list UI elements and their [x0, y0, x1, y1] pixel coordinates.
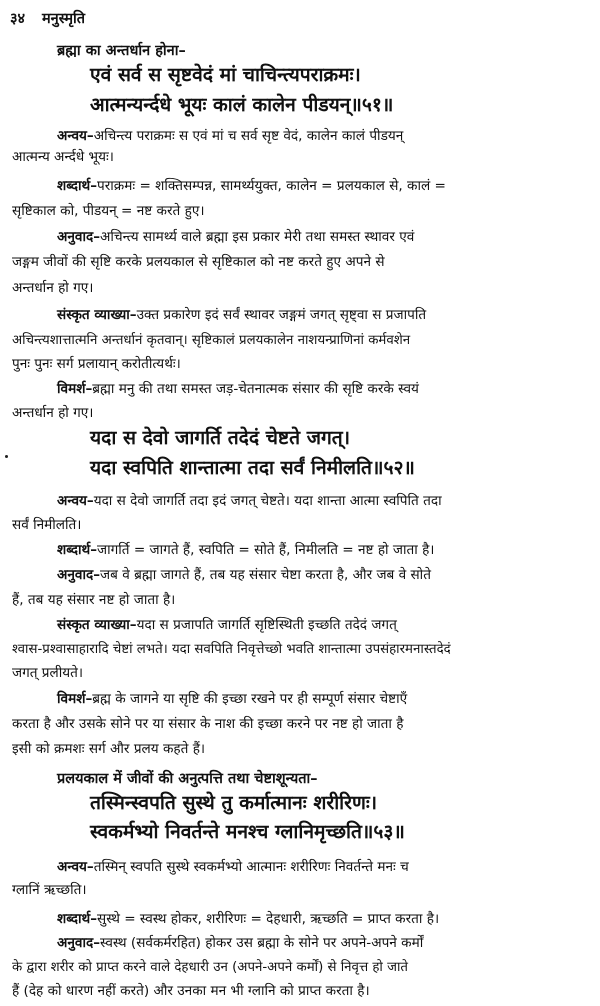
verse-line: एवं सर्व स सृष्टवेदं मां चाचिन्त्यपराक्रमः। [90, 63, 361, 86]
para-label: अन्वय– [57, 859, 94, 875]
para-text: जब वे ब्रह्मा जागते हैं, तब यह संसार चेष्टा करता है, और जब वे सोते [100, 567, 431, 583]
para-text: अचिन्त्य सामर्थ्य वाले ब्रह्मा इस प्रकार मेरी तथा समस्त स्थावर एवं [100, 229, 415, 245]
para-text: अन्तर्धान हो गए। [12, 405, 94, 421]
para-text: सृष्टिकाल को, पीडयन् = नष्ट करते हुए। [12, 203, 205, 219]
para-label: अनुवाद– [57, 229, 101, 245]
para-label: संस्कृत व्याख्या– [57, 617, 137, 633]
para-text: यदा स देवो जागर्ति तदा इदं जगत् चेष्टते। यदा शान्ता आत्मा स्वपिति तदा [93, 493, 442, 509]
para-label: विमर्श– [57, 691, 93, 707]
shabdarth-para [57, 544, 434, 558]
para-label: अन्वय– [57, 128, 94, 144]
verse-line: आत्मन्यर्न्दधे भूयः कालं कालेन पीडयन्॥५१॥ [90, 93, 394, 116]
vyakhya-para [57, 619, 397, 633]
verse-line: यदा स्वपिति शान्तात्मा तदा सर्वं निमीलति॥५२॥ [90, 456, 415, 479]
verse-line: स्वकर्मभ्यो निवर्तन्ते मनश्च ग्लानिमृच्छति॥५३॥ [90, 820, 405, 843]
para-text: ब्रह्म के जागने या सृष्टि की इच्छा रखने पर ही सम्पूर्ण संसार चेष्टाएँ [92, 691, 408, 707]
para-text: उक्त प्रकारेण इदं सर्वं स्थावर जङ्गमं जगत् सृष्ट्वा स प्रजापति [136, 307, 427, 323]
para-text: अन्तर्धान हो गए। [12, 280, 94, 296]
para-text: पुनः पुनः सर्ग प्रलायान् करोतीत्यर्थः। [12, 356, 181, 372]
shabdarth-para [57, 913, 439, 927]
para-text: अचिन्त्यशात्तात्मनि अन्तर्धानं कृतवान्। सृष्टिकालं प्रलयकालेन नाशयन्प्राणिनां कर्मवशेन [12, 333, 411, 348]
anvaya-para [57, 495, 442, 509]
para-label: विमर्श– [57, 381, 93, 397]
para-label: शब्दार्थ– [57, 178, 97, 194]
running-title: मनुस्मृति [42, 11, 86, 27]
para-text: आत्मन्य अर्न्दधे भूयः। [12, 149, 114, 165]
para-text: जङ्गम जीवों की सृष्टि करके प्रलयकाल से सृष्टिकाल को नष्ट करते हुए अपने से [12, 254, 385, 270]
para-text: हैं (देह को धारण नहीं करते) और उनका मन भी ग्लानि को प्राप्त करता है। [12, 983, 370, 999]
para-text: ग्लानिं ऋच्छति। [12, 882, 87, 898]
page-number: ३४ [10, 11, 26, 27]
verse-line: यदा स देवो जागर्ति तदेदं चेष्टते जगत्। [90, 426, 350, 449]
vyakhya-para [57, 309, 426, 323]
para-text: स्वस्थ (सर्वकर्मरहित) होकर उस ब्रह्मा के सोने पर अपने-अपने कर्मों [100, 935, 424, 951]
para-text: सर्वं निमीलति। [12, 517, 82, 533]
vimarsh-para [57, 693, 407, 707]
para-text: के द्वारा शरीर को प्राप्त करने वाले देहधारी उन (अपने-अपने कर्मों) से निवृत्त हो जाते [12, 960, 408, 975]
para-text: पराक्रमः = शक्तिसम्पन्न, सामर्थ्ययुक्त, कालेन = प्रलयकाल से, कालं = [97, 178, 446, 194]
vimarsh-para [57, 383, 419, 397]
para-text: ब्रह्मा मनु की तथा समस्त जड़-चेतनात्मक संसार की सृष्टि करके स्वयं [92, 381, 419, 397]
anuvad-para [57, 569, 431, 583]
section-heading: प्रलयकाल में जीवों की अनुत्पत्ति तथा चेष्टाशून्यता– [57, 771, 318, 787]
para-text: सुस्थे = स्वस्थ होकर, शरीरिणः = देहधारी, ऋच्छति = प्राप्त करता है। [97, 911, 440, 927]
section-heading: ब्रह्मा का अन्तर्धान होना– [57, 43, 186, 59]
para-label: संस्कृत व्याख्या– [57, 307, 137, 323]
para-text: श्वास-प्रश्वासाहारादि चेष्टां लभते। यदा सवपिति निवृत्तेच्छो भवति शान्तात्मा उपसंहारमनास्तदेदं [12, 642, 451, 657]
para-text: करता है और उसके सोने पर या संसार के नाश की इच्छा करने पर नष्ट हो जाता है [12, 716, 404, 732]
para-text: अचिन्त्य पराक्रमः स एवं मां च सर्व सृष्ट वेदं, कालेन कालं पीडयन् [93, 128, 404, 144]
stray-mark [5, 455, 8, 458]
anuvad-para [57, 231, 414, 245]
shabdarth-para [57, 180, 446, 194]
anuvad-para [57, 937, 423, 951]
para-text: जागर्ति = जागते हैं, स्वपिति = सोते हैं, निमीलति = नष्ट हो जाता है। [97, 542, 435, 558]
para-label: अनुवाद– [57, 567, 101, 583]
para-label: शब्दार्थ– [57, 542, 97, 558]
para-text: तस्मिन् स्वपति सुस्थे स्वकर्मभ्यो आत्मानः शरीरिणः निवर्तन्ते मनः च [93, 859, 409, 875]
para-label: शब्दार्थ– [57, 911, 97, 927]
para-text: जगत् प्रलीयते। [12, 665, 84, 681]
anvaya-para [57, 861, 409, 875]
para-text: इसी को क्रमशः सर्ग और प्रलय कहते हैं। [12, 741, 206, 757]
anvaya-para [57, 130, 403, 144]
verse-line: तस्मिन्स्वपति सुस्थे तु कर्मात्मानः शरीरिणः। [90, 791, 378, 814]
para-label: अनुवाद– [57, 935, 101, 951]
para-text: यदा स प्रजापति जागर्ति सृष्टिस्थिती इच्छति तदेदं जगत् [136, 617, 397, 633]
para-label: अन्वय– [57, 493, 94, 509]
para-text: हैं, तब यह संसार नष्ट हो जाता है। [12, 592, 176, 608]
